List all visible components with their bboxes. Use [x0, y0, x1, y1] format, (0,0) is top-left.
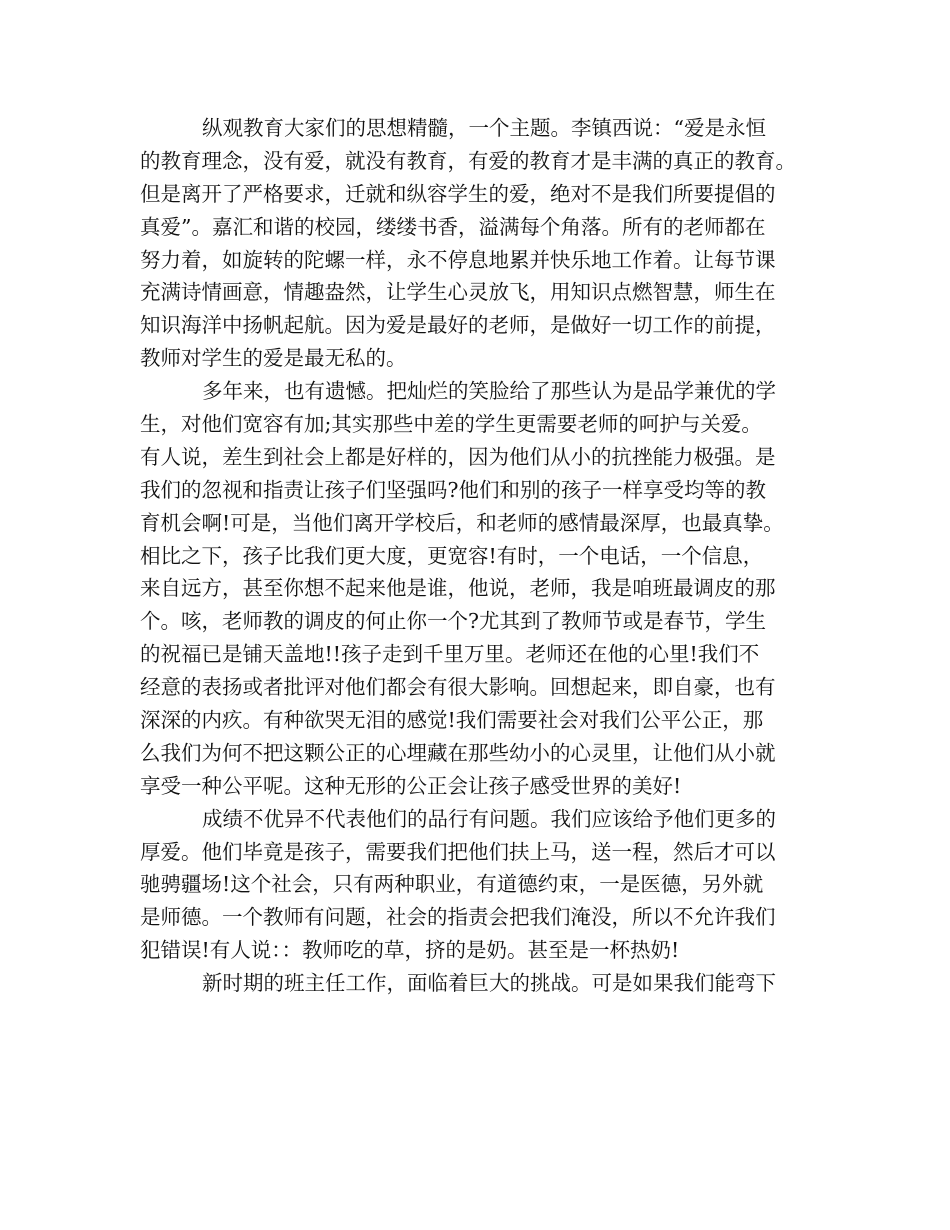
paragraph-line: 是师德。一个教师有问题，社会的指责会把我们淹没，所以不允许我们: [140, 905, 776, 930]
paragraph-line: 相比之下，孩子比我们更大度，更宽容!有时，一个电话，一个信息，: [140, 543, 764, 568]
paragraph-line: 成绩不优异不代表他们的品行有问题。我们应该给予他们更多的: [202, 806, 776, 831]
paragraph-line: 纵观教育大家们的思想精髓，一个主题。李镇西说：“爱是永恒: [202, 116, 766, 140]
paragraph-line: 深深的内疚。有种欲哭无泪的感觉!我们需要社会对我们公平公正，那: [140, 708, 764, 733]
paragraph-line: 驰骋疆场!这个社会，只有两种职业，有道德约束，一是医德，另外就: [140, 872, 764, 897]
paragraph-line: 真爱”。嘉汇和谐的校园，缕缕书香，溢满每个角落。所有的老师都在: [140, 214, 766, 239]
paragraph-line: 的教育理念，没有爱，就没有教育，有爱的教育才是丰满的真正的教育。: [140, 148, 796, 173]
paragraph-line: 育机会啊!可是，当他们离开学校后，和老师的感情最深厚，也最真挚。: [140, 510, 784, 535]
paragraph-line: 的祝福已是铺天盖地!!孩子走到千里万里。老师还在他的心里!我们不: [140, 642, 760, 667]
paragraph-3: [140, 803, 808, 967]
paragraph-line: 个。咳，老师教的调皮的何止你一个?尤其到了教师节或是春节，学生: [140, 609, 766, 634]
document-body: [140, 112, 808, 1000]
paragraph-1: [140, 112, 808, 375]
paragraph-line: 来自远方，甚至你想不起来他是谁，他说，老师，我是咱班最调皮的那: [140, 576, 776, 601]
paragraph-line: 努力着，如旋转的陀螺一样，永不停息地累并快乐地工作着。让每节课: [140, 247, 776, 272]
paragraph-line: 充满诗情画意，情趣盎然，让学生心灵放飞，用知识点燃智慧，师生在: [140, 280, 776, 305]
paragraph-line: 么我们为何不把这颗公正的心埋藏在那些幼小的心灵里，让他们从小就: [140, 740, 776, 765]
paragraph-line: 厚爱。他们毕竟是孩子，需要我们把他们扶上马，送一程，然后才可以: [140, 839, 776, 864]
paragraph-line: 经意的表扬或者批评对他们都会有很大影响。回想起来，即自豪，也有: [140, 675, 776, 700]
paragraph-line: 知识海洋中扬帆起航。因为爱是最好的老师，是做好一切工作的前提，: [140, 313, 776, 338]
paragraph-line: 多年来，也有遗憾。把灿烂的笑脸给了那些认为是品学兼优的学: [202, 379, 776, 404]
paragraph-line: 但是离开了严格要求，迁就和纵容学生的爱，绝对不是我们所要提倡的: [140, 181, 776, 206]
paragraph-line: 享受一种公平呢。这种无形的公正会让孩子感受世界的美好!: [140, 773, 682, 798]
paragraph-4: [140, 967, 808, 1000]
paragraph-2: [140, 375, 808, 803]
paragraph-line: 教师对学生的爱是最无私的。: [140, 346, 407, 371]
paragraph-line: 新时期的班主任工作，面临着巨大的挑战。可是如果我们能弯下: [202, 971, 776, 996]
paragraph-line: 我们的忽视和指责让孩子们坚强吗?他们和别的孩子一样享受均等的教: [140, 477, 766, 502]
paragraph-line: 有人说，差生到社会上都是好样的，因为他们从小的抗挫能力极强。是: [140, 444, 776, 469]
paragraph-line: 生，对他们宽容有加;其实那些中差的学生更需要老师的呵护与关爱。: [140, 412, 762, 437]
paragraph-line: 犯错误!有人说：：教师吃的草，挤的是奶。甚至是一杯热奶!: [140, 938, 680, 963]
